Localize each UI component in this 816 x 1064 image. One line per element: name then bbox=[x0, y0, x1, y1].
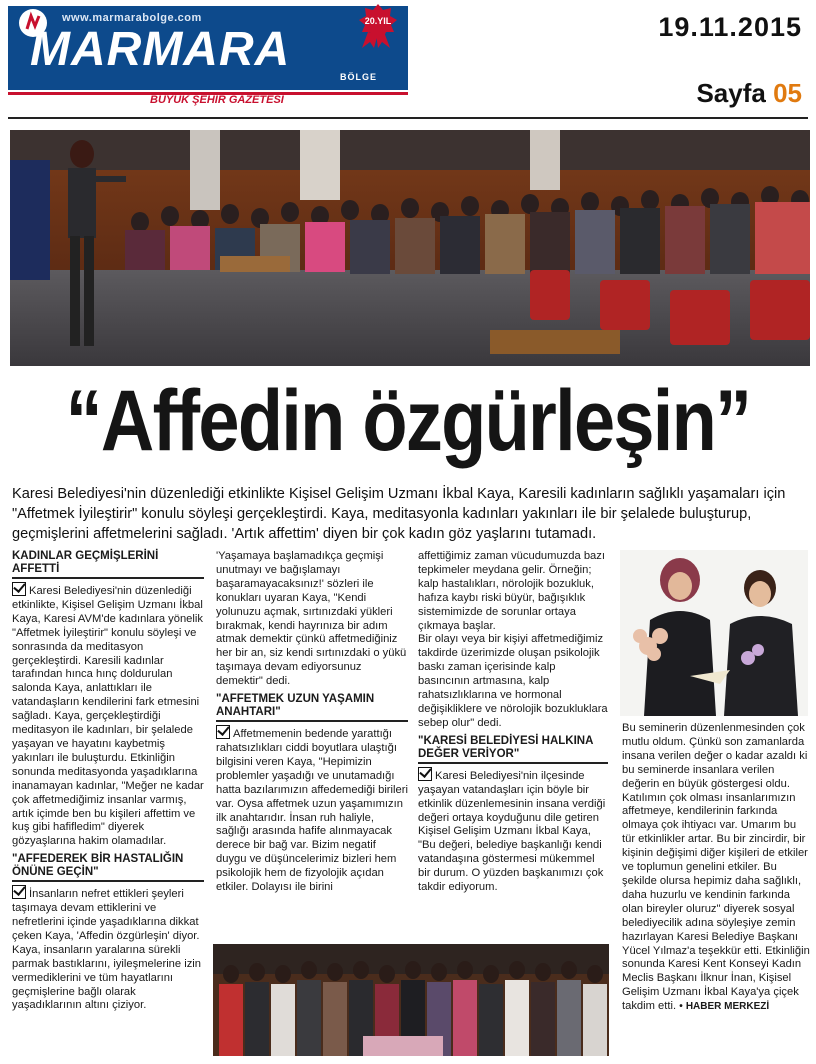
photo-group bbox=[213, 944, 609, 1056]
checkbox-bullet-icon bbox=[418, 767, 432, 781]
logo-wordmark: MARMARA bbox=[30, 23, 291, 76]
paragraph-text: Bu seminerin düzenlenmesinden çok mutlu oldum. Çünkü son zamanlarda insana verilen değer o kadar azaldı ki bu seminerde insanlara verilen değerin en büyük göstergesi oldu. Katılımın çok olması insanlarımızın affetmeye, kendilerinin farkında olmaya çok ihtiyacı var. Umarım bu tür etkinlikler artar. Bu bir zincirdir, bir kişinin değişimi diğer kişileri de etkiler ve toplumun genelini etkiler. Bu şekilde olursa hepimiz daha sağlıklı, daha huzurlu ve kendinin farkında olan bireyler oluruz" diyerek sosyal belediyecilik adına söyleşiye zemin hazırlayan Karesi Belediye Başkanı Yücel Yılmaz'a teşekkür etti. Etkinliğin sonunda Karesi Kent Konseyi Kadın Meclis Başkanı İlknur İnan, Kişisel Gelişim Uzmanı İkbal Kaya'ya çiçek takdim etti. bbox=[622, 722, 810, 1013]
paragraph bbox=[12, 885, 204, 1013]
column-1 bbox=[12, 550, 204, 1013]
logo-subtitle: BÖLGE bbox=[340, 72, 378, 82]
page-number bbox=[696, 78, 802, 109]
checkbox-bullet-icon bbox=[216, 725, 230, 739]
anniversary-badge-icon bbox=[350, 2, 406, 50]
subhead-hastalik: "AFFEDEREK BİR HASTALIĞIN ÖNÜNE GEÇİN" bbox=[12, 853, 204, 882]
checkbox-bullet-icon bbox=[12, 885, 26, 899]
checkbox-bullet-icon bbox=[12, 582, 26, 596]
logo-url: www.marmarabolge.com bbox=[62, 12, 202, 24]
column-4 bbox=[622, 722, 812, 1014]
byline-bullet: • bbox=[679, 1001, 683, 1013]
paragraph-text: Karesi Belediyesi'nin düzenlediği etkinlikte, Kişisel Gelişim Uzmanı İkbal Kaya, Karesi AVM'de kadınlara yönelik "Affetmek İyileştirir" konulu söyleşi ve sonrasında da meditasyon gerçekleştirdi. Karesili kadınlar tarafından hınca hınç doldurulan salonda Kaya, anlattıkları ile vatandaşların kendilerini fark etmesini sağladı. Kaya, gerçekleştirdiği meditasyon ile kadınları, bir şelalede yaşayan ve hayatını kaybetmiş yakınları ile buluşturdu. Etkinliğin sonunda meditasyonda yaşadıklarına inanamayan kadınlar, "Meğer ne kadar çok affetmediğimiz insanlar varmış, artık içimde ben bu kişileri affettim ve kuş gibi hafifledim" diyerek gözyaşlarına hakim olamadılar. bbox=[12, 585, 204, 848]
lead-paragraph: Karesi Belediyesi'nin düzenlediği etkinlikte Kişisel Gelişim Uzmanı İkbal Kaya, Karesili kadınların sağlıklı yaşamaları için "Affetmek İyileştirir" konulu söyleşi gerçekleştirdi. Kaya, meditasyonla kadınları yakınları ile bir şelalede buluşturup, geçmişlerini affetmelerini sağladı. 'Artık affettim' diyen bir çok kadın göz yaşlarını tutamadı. bbox=[12, 486, 786, 542]
photo-flower-presentation bbox=[620, 550, 808, 716]
paragraph: Bir olayı veya bir kişiyi affetmediğimiz takdirde üzerimizde oluşan psikolojik baskı zaman içerisinde kalp basıncının artmasına, kalp rahatsızlıklarına ve hormonal değişikliklere ve nörolojik bozukluklara sebep olur" dedi. bbox=[418, 633, 608, 729]
headline: “Affedin özgürleşin” bbox=[65, 373, 751, 469]
page-number-value: 05 bbox=[773, 78, 802, 108]
paragraph bbox=[418, 767, 608, 895]
paragraph bbox=[622, 722, 812, 1014]
paragraph: 'Yaşamaya başlamadıkça geçmişi unutmayı ve bağışlamayı başaramayacaksınız!' sözleri ile konukları uyaran Kaya, "Kendi yolunuzu açmak, sırtınızdaki yükleri bırakmak, kendi hayrınıza bir adım atmak demektir çünkü affetmediğiniz her bir an, siz kendi sırtınızdaki o yükü taşımaya devam ediyorsunuz demektir" dedi. bbox=[216, 550, 407, 688]
paragraph bbox=[216, 725, 408, 895]
subhead-kadinlar: KADINLAR GEÇMİŞLERİNİ AFFETTİ bbox=[12, 550, 204, 579]
paragraph bbox=[12, 582, 204, 849]
subhead-karesi-belediyesi: "KARESİ BELEDİYESİ HALKINA DEĞER VERİYOR" bbox=[418, 735, 608, 764]
paragraph-text: Affetmemenin bedende yarattığı rahatsızlıkları ciddi boyutlara ulaştığı bilgisini veren Kaya, "Hepimizin problemler yaşadığı ve unutamadığı hatta bazılarımızın affedemediği birileri var. Oysa affetmek uzun yaşamımızın ilk anahtarıdır. İnsan ruh haliyle, sağlığı arasında hafife alınmayacak derece bir bağ var. Bizim negatif duygu ve düşüncelerimiz bizleri hem psikolojik hem de fizyolojik açıdan etkiler. Dolayısı ile birini bbox=[216, 728, 408, 894]
paragraph-text: Karesi Belediyesi'nin ilçesinde yaşayan vatandaşları için böyle bir etkinlik düzenlemesinin insana verdiği değeri ortaya koyduğunu dile getiren Kişisel Gelişim Uzmanı İkbal Kaya, "Bu değeri, belediye başkanlığı kendi vatandaşına göstermesi mükemmel bir durum. O yüzden başkanımızı çok takdir ediyorum. bbox=[418, 769, 606, 894]
paragraph-text: İnsanların nefret ettikleri şeyleri taşımaya devam ettiklerini ve nefretlerini içinde yaşadıklarına dikkat çeken Kaya, 'Affedin özgürleşin' diyor. Kaya, insanların yaralarına sürekli parmak bastıklarını, iyileşmelerine izin vermediklerini ve tüm hayatlarını geçmişlerine bağlı olarak yaşadıklarının altını çiziyor. bbox=[12, 888, 202, 1012]
anniversary-badge-label: 20.YIL bbox=[364, 16, 392, 26]
byline: HABER MERKEZİ bbox=[685, 1001, 770, 1013]
main-photo-seminar-hall bbox=[10, 130, 810, 366]
paragraph: affettiğimiz zaman vücudumuzda bazı tepkimeler meydana gelir. Örneğin; kalp hastalıkları, nörolojik bozukluk, hafıza kaybı riski büyür, bağışıklık sistemimizde de sorunlar ortaya çıkmaya başlar. bbox=[418, 550, 605, 632]
subhead-uzun-yasam: "AFFETMEK UZUN YAŞAMIN ANAHTARI" bbox=[216, 693, 408, 722]
column-3 bbox=[418, 550, 608, 895]
masthead-divider bbox=[8, 117, 808, 119]
page-word: Sayfa bbox=[696, 78, 766, 108]
issue-date: 19.11.2015 bbox=[658, 12, 802, 42]
column-2 bbox=[216, 550, 408, 895]
gazette-name: BÜYÜK ŞEHİR GAZETESİ bbox=[150, 94, 284, 106]
